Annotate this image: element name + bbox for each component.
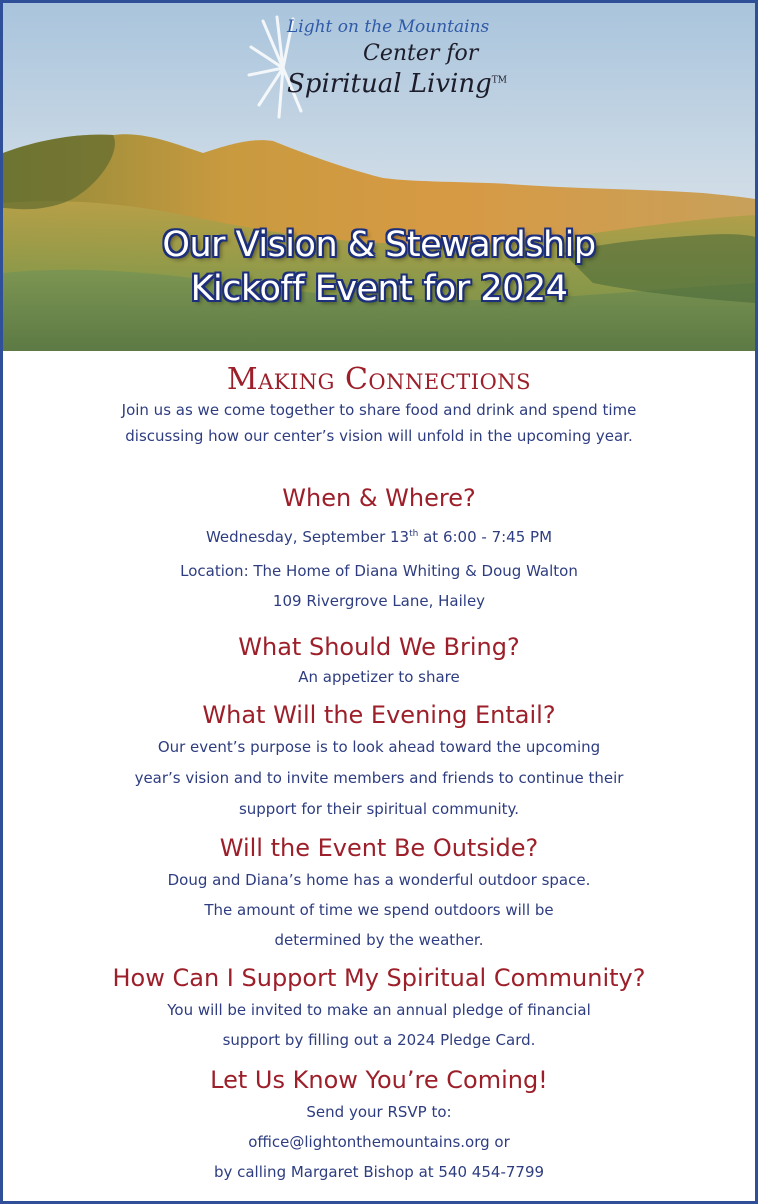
support-line-1: You will be invited to make an annual pledge of financial: [167, 1001, 591, 1019]
rsvp-text: [3, 1097, 755, 1187]
evening-entail-text: [3, 732, 755, 825]
event-details: [3, 351, 755, 1187]
rsvp-heading: Let Us Know You’re Coming!: [210, 1066, 548, 1094]
when-where-heading: When & Where?: [282, 484, 476, 512]
logo-line-2: Center for: [363, 41, 479, 66]
rsvp-phone: by calling Margaret Bishop at 540 454-7799: [213, 1163, 545, 1181]
event-location: Location: The Home of Diana Whiting & Doug Walton: [180, 562, 578, 580]
what-to-bring-heading: What Should We Bring?: [238, 633, 520, 661]
outside-heading: Will the Event Be Outside?: [219, 834, 539, 862]
organization-logo: [243, 13, 513, 123]
event-date-prefix: Wednesday, September 13: [205, 528, 410, 546]
logo-line-1: Light on the Mountains: [287, 17, 490, 37]
location-text: [3, 556, 755, 616]
event-date: [3, 517, 755, 554]
rsvp-line-1: Send your RSVP to:: [306, 1103, 452, 1121]
hero-title: [3, 223, 755, 311]
event-date-ordinal: th: [409, 529, 419, 539]
outside-line-1: Doug and Diana’s home has a wonderful outdoor space.: [167, 871, 591, 889]
evening-entail-heading: What Will the Evening Entail?: [202, 701, 556, 729]
rsvp-email[interactable]: office@lightonthemountains.org or: [248, 1133, 510, 1151]
what-to-bring-text: An appetizer to share: [298, 668, 460, 686]
intro-line-2: discussing how our center’s vision will unfold in the upcoming year.: [125, 427, 633, 445]
trademark-mark: TM: [491, 75, 507, 86]
entail-line-1: Our event’s purpose is to look ahead toward the upcoming: [157, 738, 601, 756]
hero-banner: [3, 3, 755, 351]
intro-line-1: Join us as we come together to share food and drink and spend time: [121, 401, 637, 419]
support-line-2: support by filling out a 2024 Pledge Card.: [222, 1031, 536, 1049]
outside-text: [3, 865, 755, 955]
event-date-time: at 6:00 - 7:45 PM: [418, 528, 553, 546]
making-connections-heading: Making Connections: [226, 362, 532, 397]
support-text: [3, 995, 755, 1055]
event-address: 109 Rivergrove Lane, Hailey: [272, 592, 486, 610]
intro-text: [3, 397, 755, 449]
when-where-text: [3, 517, 755, 554]
logo-line-3-text: Spiritual Living: [287, 69, 492, 99]
outside-line-3: determined by the weather.: [274, 931, 484, 949]
outside-line-2: The amount of time we spend outdoors will be: [204, 901, 554, 919]
hero-title-line-2: Kickoff Event for 2024: [190, 269, 568, 309]
entail-line-3: support for their spiritual community.: [238, 800, 520, 818]
support-heading: How Can I Support My Spiritual Community?: [112, 964, 646, 992]
hero-title-line-1: Our Vision & Stewardship: [162, 225, 596, 265]
logo-line-3: [287, 69, 507, 99]
entail-line-2: year’s vision and to invite members and friends to continue their: [134, 769, 624, 787]
